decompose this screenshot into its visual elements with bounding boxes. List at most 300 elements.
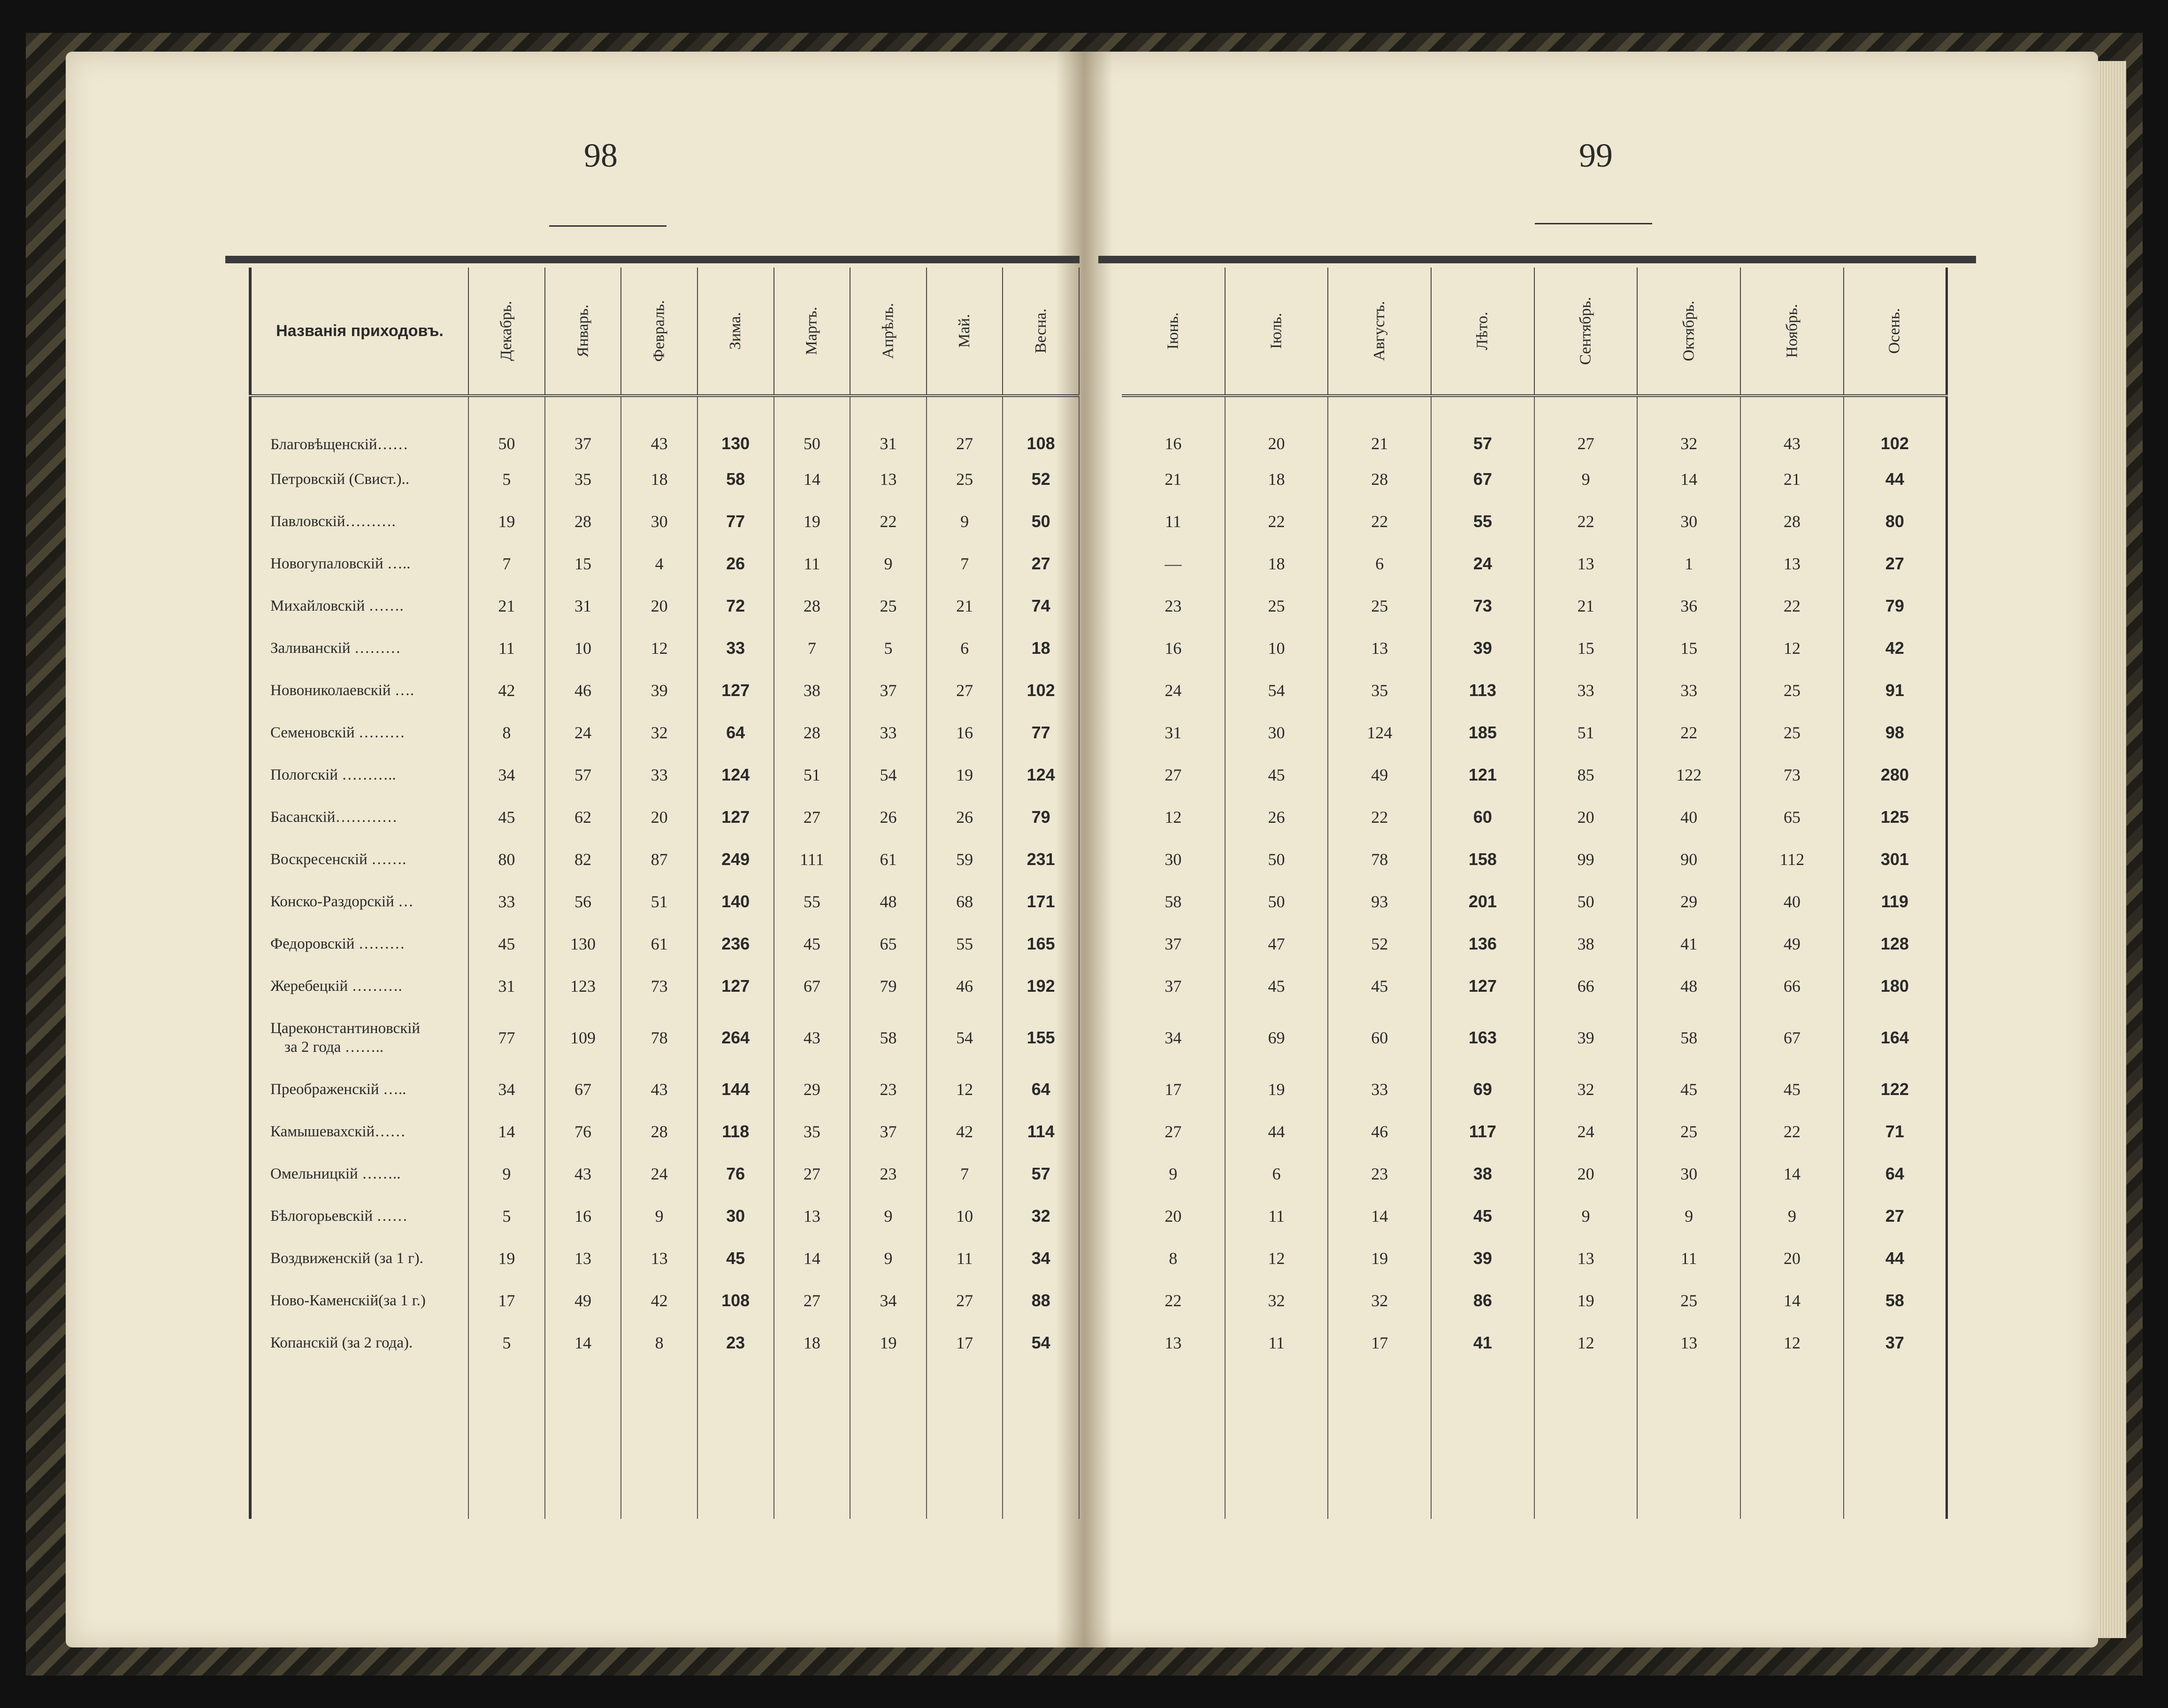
table-cell: 12	[1740, 1322, 1844, 1364]
table-cell: 73	[1431, 585, 1534, 627]
table-cell: 20	[621, 585, 697, 627]
left-header-rule	[225, 256, 1080, 263]
table-cell: 21	[1122, 458, 1225, 500]
table-cell: 36	[1637, 585, 1740, 627]
table-cell: 19	[927, 754, 1003, 796]
table-cell: 21	[1534, 585, 1638, 627]
table-cell: 264	[697, 1007, 774, 1068]
parish-name: Петровскій (Свист.)..	[250, 458, 468, 500]
table-cell: 57	[545, 754, 621, 796]
table-cell: 21	[1740, 458, 1844, 500]
table-cell: 45	[774, 923, 850, 965]
table-cell: 32	[1003, 1195, 1079, 1237]
table-cell: 30	[1225, 712, 1328, 754]
table-cell: 23	[1328, 1153, 1431, 1195]
table-cell: 32	[1637, 396, 1740, 458]
right-header-row	[1122, 268, 1947, 396]
table-cell: 25	[1740, 669, 1844, 712]
table-cell: 11	[1225, 1195, 1328, 1237]
table-cell: 27	[1122, 1111, 1225, 1153]
table-row	[250, 881, 1079, 923]
table-cell: 55	[1431, 500, 1534, 543]
table-cell: 124	[1003, 754, 1079, 796]
column-header-label: Осень.	[1885, 308, 1903, 354]
table-cell: 87	[621, 838, 697, 881]
table-cell: 42	[927, 1111, 1003, 1153]
table-cell: 31	[850, 396, 927, 458]
left-data-table	[249, 268, 1080, 1519]
table-cell: 17	[468, 1279, 545, 1322]
table-row	[250, 754, 1079, 796]
table-cell: 13	[1637, 1322, 1740, 1364]
table-cell: 27	[1122, 754, 1225, 796]
table-cell: 19	[1534, 1279, 1638, 1322]
table-row	[1122, 1322, 1947, 1364]
table-cell: 45	[468, 796, 545, 838]
table-row	[1122, 923, 1947, 965]
table-cell: 201	[1431, 881, 1534, 923]
table-row	[1122, 500, 1947, 543]
table-cell: 165	[1003, 923, 1079, 965]
table-cell: 124	[1328, 712, 1431, 754]
table-cell: 52	[1328, 923, 1431, 965]
table-row	[1122, 1007, 1947, 1068]
empty-cell	[1122, 1364, 1225, 1519]
table-row	[250, 543, 1079, 585]
empty-cell	[850, 1364, 927, 1519]
table-cell: 13	[1740, 543, 1844, 585]
table-cell: 18	[774, 1322, 850, 1364]
table-cell: 127	[697, 669, 774, 712]
table-cell: 114	[1003, 1111, 1079, 1153]
table-cell: 158	[1431, 838, 1534, 881]
table-cell: 18	[1225, 543, 1328, 585]
table-cell: 13	[1534, 1237, 1638, 1279]
table-cell: 18	[1003, 627, 1079, 669]
table-cell: 22	[1534, 500, 1638, 543]
table-cell: 25	[1225, 585, 1328, 627]
table-cell: 102	[1844, 396, 1947, 458]
table-cell: 37	[850, 1111, 927, 1153]
table-cell: 119	[1844, 881, 1947, 923]
table-cell: 15	[545, 543, 621, 585]
table-cell: 82	[545, 838, 621, 881]
table-cell: 280	[1844, 754, 1947, 796]
table-cell: 21	[468, 585, 545, 627]
table-cell: 130	[697, 396, 774, 458]
table-cell: 91	[1844, 669, 1947, 712]
table-cell: 40	[1740, 881, 1844, 923]
column-header	[621, 268, 697, 396]
left-header-row	[250, 268, 1079, 396]
table-cell: 44	[1844, 458, 1947, 500]
table-cell: 43	[774, 1007, 850, 1068]
table-cell: 9	[621, 1195, 697, 1237]
table-cell: 79	[850, 965, 927, 1007]
table-cell: 71	[1844, 1111, 1947, 1153]
table-cell: 102	[1003, 669, 1079, 712]
table-cell: 38	[774, 669, 850, 712]
table-cell: 61	[850, 838, 927, 881]
table-cell: 4	[621, 543, 697, 585]
column-header-label: Сентябрь.	[1577, 297, 1594, 365]
table-cell: 13	[850, 458, 927, 500]
table-cell: 66	[1740, 965, 1844, 1007]
table-cell: 14	[774, 1237, 850, 1279]
table-cell: 50	[1225, 838, 1328, 881]
empty-cell	[621, 1364, 697, 1519]
parish-name: Новониколаевскій ….	[250, 669, 468, 712]
table-cell: 51	[621, 881, 697, 923]
table-cell: 30	[697, 1195, 774, 1237]
table-cell: 25	[927, 458, 1003, 500]
table-cell: 37	[1122, 965, 1225, 1007]
table-cell: 11	[1225, 1322, 1328, 1364]
table-cell: 30	[621, 500, 697, 543]
table-cell: 51	[1534, 712, 1638, 754]
table-cell: 50	[774, 396, 850, 458]
table-cell: 27	[1534, 396, 1638, 458]
table-row	[250, 965, 1079, 1007]
table-cell: 26	[1225, 796, 1328, 838]
table-cell: 171	[1003, 881, 1079, 923]
table-cell: 98	[1844, 712, 1947, 754]
column-header	[1431, 268, 1534, 396]
parish-name: Копанскій (за 2 года).	[250, 1322, 468, 1364]
table-cell: 28	[774, 712, 850, 754]
left-page-number: 98	[584, 137, 618, 174]
table-cell: 34	[468, 1068, 545, 1111]
table-cell: 37	[1122, 923, 1225, 965]
table-cell: 32	[1328, 1279, 1431, 1322]
parish-name: Омельницкій ……..	[250, 1153, 468, 1195]
table-cell: 24	[1431, 543, 1534, 585]
table-row	[1122, 627, 1947, 669]
empty-cell	[927, 1364, 1003, 1519]
table-row	[1122, 1237, 1947, 1279]
table-cell: 60	[1328, 1007, 1431, 1068]
right-table-body	[1122, 396, 1947, 1519]
empty-cell	[697, 1364, 774, 1519]
column-header-label: Весна.	[1032, 308, 1050, 353]
table-row	[1122, 396, 1947, 458]
right-header-rule	[1098, 256, 1976, 263]
table-cell: 23	[850, 1153, 927, 1195]
column-header-label: Іюль.	[1267, 313, 1285, 349]
table-cell: 15	[1637, 627, 1740, 669]
table-cell: 46	[927, 965, 1003, 1007]
table-cell: 9	[1740, 1195, 1844, 1237]
table-cell: 74	[1003, 585, 1079, 627]
table-cell: 130	[545, 923, 621, 965]
parish-name: Конско-Раздорскій …	[250, 881, 468, 923]
table-cell: 22	[1122, 1279, 1225, 1322]
table-row	[250, 1111, 1079, 1153]
table-cell: 43	[1740, 396, 1844, 458]
table-cell: 42	[1844, 627, 1947, 669]
table-cell: 26	[927, 796, 1003, 838]
column-header	[1225, 268, 1328, 396]
table-cell: 85	[1534, 754, 1638, 796]
table-cell: 20	[1225, 396, 1328, 458]
table-row	[250, 500, 1079, 543]
table-cell: 54	[1003, 1322, 1079, 1364]
table-cell: 29	[774, 1068, 850, 1111]
table-cell: 58	[697, 458, 774, 500]
column-header-label: Май.	[956, 314, 973, 348]
table-cell: 32	[1225, 1279, 1328, 1322]
names-header: Названія приходовъ.	[250, 268, 468, 396]
table-cell: 28	[1740, 500, 1844, 543]
parish-name: Преображенскій …..	[250, 1068, 468, 1111]
column-header	[1844, 268, 1947, 396]
table-row	[250, 796, 1079, 838]
table-cell: 55	[927, 923, 1003, 965]
table-cell: 35	[545, 458, 621, 500]
table-cell: 27	[1844, 543, 1947, 585]
table-cell: 65	[850, 923, 927, 965]
table-row	[1122, 1068, 1947, 1111]
table-cell: 19	[774, 500, 850, 543]
table-cell: 79	[1844, 585, 1947, 627]
table-cell: 12	[621, 627, 697, 669]
table-cell: 15	[1534, 627, 1638, 669]
table-cell: 16	[927, 712, 1003, 754]
table-cell: 113	[1431, 669, 1534, 712]
table-cell: 46	[1328, 1111, 1431, 1153]
page-edges	[2098, 61, 2126, 1638]
table-cell: 117	[1431, 1111, 1534, 1153]
table-cell: 19	[468, 1237, 545, 1279]
parish-name: Благовѣщенскій……	[250, 396, 468, 458]
table-cell: 10	[927, 1195, 1003, 1237]
table-cell: 108	[1003, 396, 1079, 458]
table-row	[1122, 458, 1947, 500]
table-cell: 43	[621, 396, 697, 458]
table-cell: 58	[1122, 881, 1225, 923]
parish-name: Семеновскій ………	[250, 712, 468, 754]
table-cell: 58	[1637, 1007, 1740, 1068]
empty-cell	[1844, 1364, 1947, 1519]
column-header	[1122, 268, 1225, 396]
table-cell: 231	[1003, 838, 1079, 881]
table-cell: 58	[1844, 1279, 1947, 1322]
parish-name: Михайловскій …….	[250, 585, 468, 627]
table-row	[1122, 1153, 1947, 1195]
table-cell: 21	[927, 585, 1003, 627]
table-cell: 12	[927, 1068, 1003, 1111]
table-cell: 12	[1122, 796, 1225, 838]
table-cell: 9	[1534, 458, 1638, 500]
table-row	[250, 838, 1079, 881]
table-cell: 28	[1328, 458, 1431, 500]
table-cell: 41	[1637, 923, 1740, 965]
table-cell: 25	[850, 585, 927, 627]
table-cell: 7	[927, 543, 1003, 585]
table-cell: 18	[621, 458, 697, 500]
table-cell: 10	[1225, 627, 1328, 669]
table-cell: 57	[1003, 1153, 1079, 1195]
table-cell: 66	[1534, 965, 1638, 1007]
table-cell: 44	[1844, 1237, 1947, 1279]
table-row	[1122, 1111, 1947, 1153]
table-cell: 122	[1637, 754, 1740, 796]
column-header	[1637, 268, 1740, 396]
table-cell: 77	[697, 500, 774, 543]
column-header	[774, 268, 850, 396]
table-cell: 5	[850, 627, 927, 669]
table-cell: 192	[1003, 965, 1079, 1007]
table-cell: 6	[927, 627, 1003, 669]
table-cell: 69	[1225, 1007, 1328, 1068]
table-cell: 127	[697, 796, 774, 838]
table-cell: 23	[697, 1322, 774, 1364]
table-row	[1122, 881, 1947, 923]
table-cell: 27	[927, 396, 1003, 458]
table-cell: 7	[468, 543, 545, 585]
table-cell: 6	[1225, 1153, 1328, 1195]
table-cell: 76	[545, 1111, 621, 1153]
table-cell: 99	[1534, 838, 1638, 881]
table-cell: 45	[1637, 1068, 1740, 1111]
table-cell: 50	[1534, 881, 1638, 923]
table-cell: 33	[1637, 669, 1740, 712]
table-cell: 22	[1328, 500, 1431, 543]
table-cell: 49	[1740, 923, 1844, 965]
parish-name: Федоровскій ………	[250, 923, 468, 965]
table-cell: 125	[1844, 796, 1947, 838]
table-row	[1122, 585, 1947, 627]
table-cell: 24	[621, 1153, 697, 1195]
table-cell: 77	[1003, 712, 1079, 754]
column-header-label: Августъ.	[1371, 301, 1388, 361]
table-cell: 14	[1740, 1279, 1844, 1322]
table-cell: 38	[1431, 1153, 1534, 1195]
table-cell: 48	[1637, 965, 1740, 1007]
table-cell: 20	[1534, 1153, 1638, 1195]
table-cell: 16	[545, 1195, 621, 1237]
column-header	[697, 268, 774, 396]
table-cell: 25	[1328, 585, 1431, 627]
table-cell: 80	[468, 838, 545, 881]
table-cell: 33	[621, 754, 697, 796]
table-cell: 25	[1637, 1111, 1740, 1153]
empty-cell	[545, 1364, 621, 1519]
table-cell: 67	[1431, 458, 1534, 500]
table-cell: 27	[774, 1153, 850, 1195]
table-cell: 33	[1534, 669, 1638, 712]
table-cell: 49	[1328, 754, 1431, 796]
table-cell: 43	[621, 1068, 697, 1111]
parish-name: Павловскій……….	[250, 500, 468, 543]
table-cell: 122	[1844, 1068, 1947, 1111]
table-cell: 33	[850, 712, 927, 754]
table-cell: 9	[850, 1195, 927, 1237]
table-cell: 19	[468, 500, 545, 543]
table-cell: 5	[468, 1195, 545, 1237]
table-cell: 14	[1637, 458, 1740, 500]
table-cell: 35	[1328, 669, 1431, 712]
table-cell: 12	[1225, 1237, 1328, 1279]
column-header-label: Январь.	[574, 304, 591, 358]
column-header	[468, 268, 545, 396]
table-cell: 57	[1431, 396, 1534, 458]
table-cell: 79	[1003, 796, 1079, 838]
table-cell: 11	[774, 543, 850, 585]
table-row	[250, 923, 1079, 965]
empty-cell	[1637, 1364, 1740, 1519]
table-cell: 45	[697, 1237, 774, 1279]
table-cell: 48	[850, 881, 927, 923]
table-cell: 31	[468, 965, 545, 1007]
table-cell: 22	[1740, 1111, 1844, 1153]
table-row	[1122, 669, 1947, 712]
table-cell: 24	[1122, 669, 1225, 712]
table-cell: 39	[1431, 627, 1534, 669]
column-header-label: Зима.	[727, 312, 744, 350]
column-header-label: Февраль.	[650, 300, 668, 362]
table-row	[250, 585, 1079, 627]
table-cell: 155	[1003, 1007, 1079, 1068]
page-number-rule	[1535, 223, 1652, 224]
table-cell: 14	[1328, 1195, 1431, 1237]
table-cell: 11	[1637, 1237, 1740, 1279]
table-cell: 33	[697, 627, 774, 669]
table-cell: 69	[1431, 1068, 1534, 1111]
table-cell: 45	[1431, 1195, 1534, 1237]
table-cell: 27	[1003, 543, 1079, 585]
empty-cell	[774, 1364, 850, 1519]
table-cell: 11	[1122, 500, 1225, 543]
table-cell: 5	[468, 1322, 545, 1364]
table-cell: 33	[468, 881, 545, 923]
table-cell: 90	[1637, 838, 1740, 881]
table-cell: 32	[621, 712, 697, 754]
table-cell: 12	[1534, 1322, 1638, 1364]
table-cell: 185	[1431, 712, 1534, 754]
table-cell: 163	[1431, 1007, 1534, 1068]
table-cell: 32	[1534, 1068, 1638, 1111]
table-cell: 34	[1122, 1007, 1225, 1068]
table-cell: 8	[621, 1322, 697, 1364]
table-row	[1122, 712, 1947, 754]
table-cell: 31	[1122, 712, 1225, 754]
table-cell: 30	[1637, 500, 1740, 543]
table-cell: 27	[927, 669, 1003, 712]
table-row	[250, 1068, 1079, 1111]
table-cell: 8	[468, 712, 545, 754]
parish-name	[250, 1007, 468, 1068]
column-header-label: Ноябрь.	[1783, 304, 1800, 358]
table-cell: 9	[1637, 1195, 1740, 1237]
table-cell: 9	[468, 1153, 545, 1195]
table-cell: 34	[1003, 1237, 1079, 1279]
table-cell: 67	[774, 965, 850, 1007]
table-cell: 13	[1534, 543, 1638, 585]
table-cell: 40	[1637, 796, 1740, 838]
table-cell: 301	[1844, 838, 1947, 881]
table-cell: 140	[697, 881, 774, 923]
table-row	[250, 712, 1079, 754]
table-row	[1122, 1279, 1947, 1322]
column-header	[927, 268, 1003, 396]
table-cell: 78	[621, 1007, 697, 1068]
parish-name: Воздвиженскій (за 1 г).	[250, 1237, 468, 1279]
table-cell: 65	[1740, 796, 1844, 838]
column-header-label: Октябрь.	[1680, 300, 1698, 361]
table-cell: 50	[1225, 881, 1328, 923]
table-row	[250, 669, 1079, 712]
